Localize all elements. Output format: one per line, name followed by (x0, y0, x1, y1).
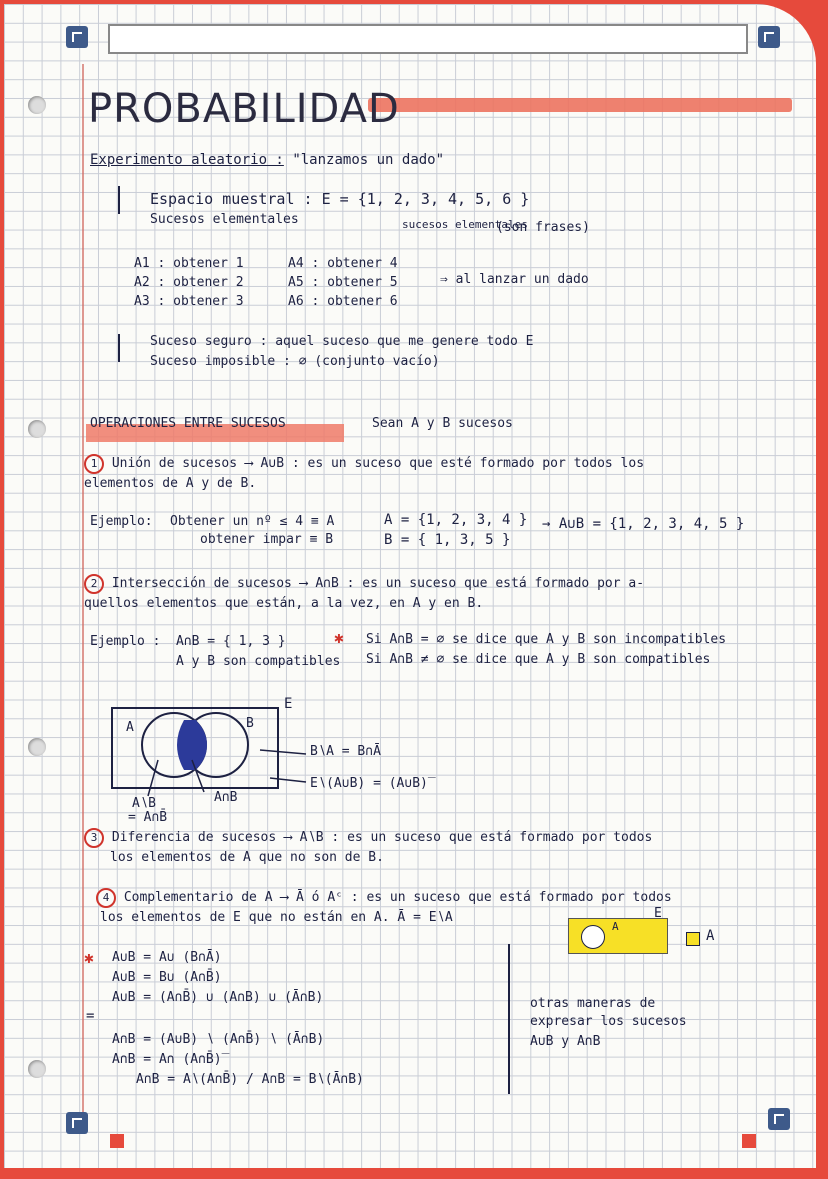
a4: A4 : obtener 4 (288, 256, 398, 271)
arrow-line (260, 750, 306, 754)
star-line-2: Si A∩B ≠ ∅ se dice que A y B son compatibles (366, 652, 711, 667)
bracket (118, 334, 120, 362)
suceso-seguro: Suceso seguro : aquel suceso que me genere todo E (150, 334, 534, 349)
inter-line-1 (84, 574, 644, 594)
ejemplo-1-b: obtener impar ≡ B (200, 532, 334, 547)
ejemplo-1-union: → A∪B = {1, 2, 3, 4, 5 } (542, 516, 745, 532)
suceso-imposible: Suceso imposible : ∅ (conjunto vacío) (150, 354, 440, 369)
red-square (742, 1134, 756, 1148)
title-highlight (368, 98, 792, 112)
venn-label-a: A (126, 720, 134, 735)
binder-hole (28, 96, 46, 114)
star-line-1: Si A∩B = ∅ se dice que A y B son incompatibles (366, 632, 727, 647)
comp-line-1 (96, 888, 672, 908)
binder-hole (28, 738, 46, 756)
operaciones-heading: OPERACIONES ENTRE SUCESOS (90, 416, 286, 431)
nota-sucesos: sucesos elementales (402, 218, 528, 231)
venn-b-minus-a: B∖A = B∩Ā (310, 744, 381, 759)
page-title: PROBABILIDAD (88, 86, 400, 132)
header-box (108, 24, 748, 54)
comp-line-2: los elementos de E que no están en A. Ā = E∖A (100, 910, 453, 925)
inter-line-2: quellos elementos que están, a la vez, en A y en B. (84, 596, 484, 611)
corner-mark-icon (758, 26, 780, 48)
venn-a-minus-b-1: A∖B (132, 796, 156, 811)
comp-text-1: Complementario de A ⟶ Ā ó Aᶜ : es un suceso que está formado por todos (123, 890, 672, 905)
number-badge: 4 (96, 888, 116, 908)
union-text-1: Unión de sucesos ⟶ A∪B : es un suceso que esté formado por todos los (111, 456, 645, 471)
sean-sucesos: Sean A y B sucesos (372, 416, 513, 431)
legend-swatch (686, 932, 700, 946)
arrow-line (270, 778, 306, 782)
union-line-1 (84, 454, 644, 474)
venn-a-and-b: A∩B (214, 790, 238, 805)
complement-box-e: E (654, 906, 662, 921)
complement-legend: A (706, 928, 715, 944)
complement-box-a: A (612, 920, 619, 933)
bracket (508, 944, 510, 1094)
nota-frases: (son frases) (496, 220, 590, 235)
a3: A3 : obtener 3 (134, 294, 244, 309)
number-badge: 2 (84, 574, 104, 594)
a1: A1 : obtener 1 (134, 256, 244, 271)
venn-e-minus: E∖(A∪B) = (A∪B)‾ (310, 776, 436, 791)
ejemplo-1-set-b: B = { 1, 3, 5 } (384, 532, 511, 548)
number-badge: 1 (84, 454, 104, 474)
sucesos-elementales: Sucesos elementales (150, 212, 299, 227)
ejemplo-2-compat: A y B son compatibles (176, 654, 341, 669)
dif-line-2: los elementos de A que no son de B. (110, 850, 384, 865)
otras-2: expresar los sucesos (530, 1014, 687, 1029)
experimento-value: "lanzamos un dado" (292, 152, 445, 168)
ejemplo-1-set-a: A = {1, 2, 3, 4 } (384, 512, 528, 528)
venn-a-minus-b-2: = A∩B̄ (128, 810, 168, 825)
star-icon: ✱ (334, 628, 344, 647)
red-square (110, 1134, 124, 1148)
a2: A2 : obtener 2 (134, 275, 244, 290)
star-icon: ✱ (84, 948, 94, 967)
dif-line-1 (84, 828, 652, 848)
dif-text-1: Diferencia de sucesos ⟶ A∖B : es un suceso que está formado por todos (111, 830, 653, 845)
binder-hole (28, 420, 46, 438)
formula-1: A∪B = A∪ (B∩Ā) (112, 950, 222, 965)
corner-mark-icon (66, 26, 88, 48)
binder-hole (28, 1060, 46, 1078)
venn-label-e: E (284, 696, 293, 712)
otras-1: otras maneras de (530, 996, 656, 1011)
inter-text-1: Intersección de sucesos ⟶ A∩B : es un suceso que está formado por a- (111, 576, 645, 591)
formula-5: A∩B = A∩ (A∩B̄)‾ (112, 1052, 230, 1067)
union-line-2: elementos de A y de B. (84, 476, 257, 491)
formula-3: A∪B = (A∩B̄) ∪ (A∩B) ∪ (Ā∩B) (112, 990, 324, 1005)
experimento-row (90, 152, 444, 168)
ejemplo-1-a: Obtener un nº ≤ 4 ≡ A (170, 514, 335, 529)
a5: A5 : obtener 5 (288, 275, 398, 290)
bracket (118, 186, 120, 214)
otras-3: A∪B y A∩B (530, 1034, 601, 1049)
formula-6: A∩B = A∖(A∩B̄) / A∩B = B∖(Ā∩B) (136, 1072, 364, 1087)
number-badge: 3 (84, 828, 104, 848)
a6: A6 : obtener 6 (288, 294, 398, 309)
ejemplo-2-value: A∩B = { 1, 3 } (176, 634, 286, 649)
complement-circle (581, 925, 605, 949)
al-lanzar: ⇒ al lanzar un dado (440, 272, 589, 287)
equals-mark: = (86, 1008, 95, 1024)
corner-mark-icon (768, 1108, 790, 1130)
corner-mark-icon (66, 1112, 88, 1134)
espacio-muestral: Espacio muestral : E = {1, 2, 3, 4, 5, 6 } (150, 190, 530, 208)
venn-label-b: B (246, 716, 254, 731)
formula-4: A∩B = (A∪B) ∖ (A∩B̄) ∖ (Ā∩B) (112, 1032, 325, 1047)
venn-intersection-fill (177, 720, 203, 770)
ejemplo-2-label: Ejemplo : (90, 634, 161, 649)
formula-2: A∪B = B∪ (A∩B̄) (112, 970, 222, 985)
ejemplo-1-label: Ejemplo: (90, 514, 153, 529)
experimento-label: Experimento aleatorio : (90, 152, 284, 168)
